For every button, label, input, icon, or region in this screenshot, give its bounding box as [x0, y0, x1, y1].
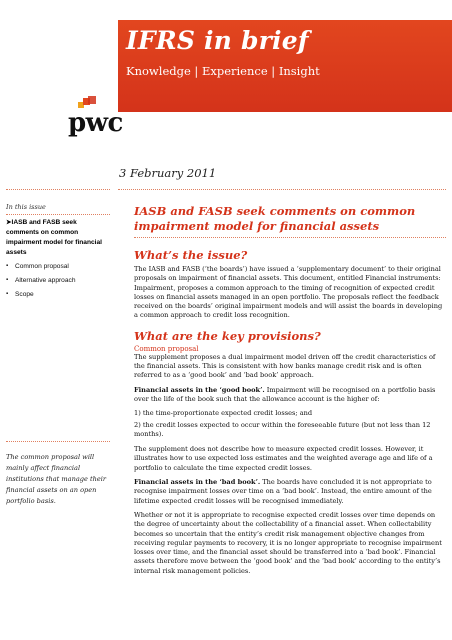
article-title: IASB and FASB seek comments on common impairment model for financial assets	[134, 204, 416, 233]
sidebar-note: The common proposal will mainly affect financial institutions that manage their financial assets on an open portfolio basis.	[6, 453, 107, 505]
sidebar-head-rule	[6, 214, 110, 215]
pwc-logo	[68, 108, 123, 138]
publication-tagline: Knowledge | Experience | Insight	[126, 64, 320, 78]
sidebar-main-item[interactable]	[6, 218, 110, 258]
header-banner	[118, 20, 452, 112]
sidebar-list	[6, 261, 110, 300]
paragraph: The IASB and FASB (‘the boards’) have issued a ‘supplementary document’ to their original proposals on impairment of financial assets. This document, entitled Financial instruments: Impairment, proposes a common approach to the timing of recognition of expected credit losses on financial assets managed in an open portfolio. The proposals reflect the feedback received on the boards’ original impairment models and will assist the boards in developing a common approach to credit loss recognition.	[134, 265, 443, 320]
paragraph-bad-book	[134, 478, 444, 506]
list-item: 1) the time-proportionate expected credit losses; and	[134, 409, 313, 418]
sidebar-top-rule	[6, 189, 110, 190]
section-heading-provisions: What are the key provisions?	[134, 328, 321, 343]
sidebar-item-common-proposal[interactable]: ▪ Common proposal	[6, 261, 110, 272]
paragraph: The supplement proposes a dual impairment model driven off the credit characteristics of the financial assets. This is consistent with how banks manage credit risk and is often referred to as a ‘good book’ and ‘bad book’ approach.	[134, 352, 436, 380]
subheading-common-proposal: Common proposal	[134, 344, 199, 353]
bad-book-lead: Financial assets in the ‘bad book’.	[134, 478, 261, 487]
list-item: 2) the credit losses expected to occur within the foreseeable future (but not less than 12 months).	[134, 420, 431, 438]
logo-wordmark: pwc	[68, 108, 123, 138]
paragraph: Whether or not it is appropriate to recognise expected credit losses over time depends on the degree of uncertainty about the collectability of a financial asset. When collectability becomes so uncertain that the entity’s credit risk management objective changes from receiving regular payments to recovery, it is no longer appropriate to recognise impairment losses over time, and the financial asset should be transferred into a ‘bad book’. Financial assets therefore move between the ‘good book’ and the ‘bad book’ according to the entity’s internal risk management policies.	[134, 510, 442, 575]
bad-book-text: The boards have concluded it is not appropriate to recognise impairment losses over time on a ‘bad book’. Instead, the entire amount of the lifetime expected credit losses will be recognised immediately.	[134, 478, 432, 505]
sidebar-item-alternative-approach[interactable]: ▪ Alternative approach	[6, 275, 110, 286]
section-heading-issue: What’s the issue?	[134, 248, 248, 262]
paragraph-good-book	[134, 386, 444, 405]
publication-title: IFRS in brief	[126, 26, 309, 55]
sidebar-contents	[6, 218, 110, 303]
good-book-lead: Financial assets in the ‘good book’.	[134, 385, 265, 394]
paragraph: The supplement does not describe how to measure expected credit losses. However, it illustrates how to use expected loss estimates and the weighted average age and life of a portfolio to calculate the time expected credit losses.	[134, 445, 433, 472]
sidebar-main-label: IASB and FASB seek comments on common impairment model for financial assets	[6, 219, 102, 256]
issue-date: 3 February 2011	[119, 166, 217, 180]
sidebar-note-rule	[6, 441, 110, 442]
sidebar-item-scope[interactable]: ▪ Scope	[6, 289, 110, 300]
article	[134, 204, 444, 581]
logo-mark-icon	[78, 96, 96, 108]
arrow-icon: ➤	[6, 219, 12, 226]
sidebar-heading: In this issue	[6, 203, 46, 211]
main-top-rule	[118, 189, 446, 190]
good-book-text: Impairment will be recognised on a portfolio basis over the life of the book such that the allowance account is the higher of:	[134, 385, 436, 403]
